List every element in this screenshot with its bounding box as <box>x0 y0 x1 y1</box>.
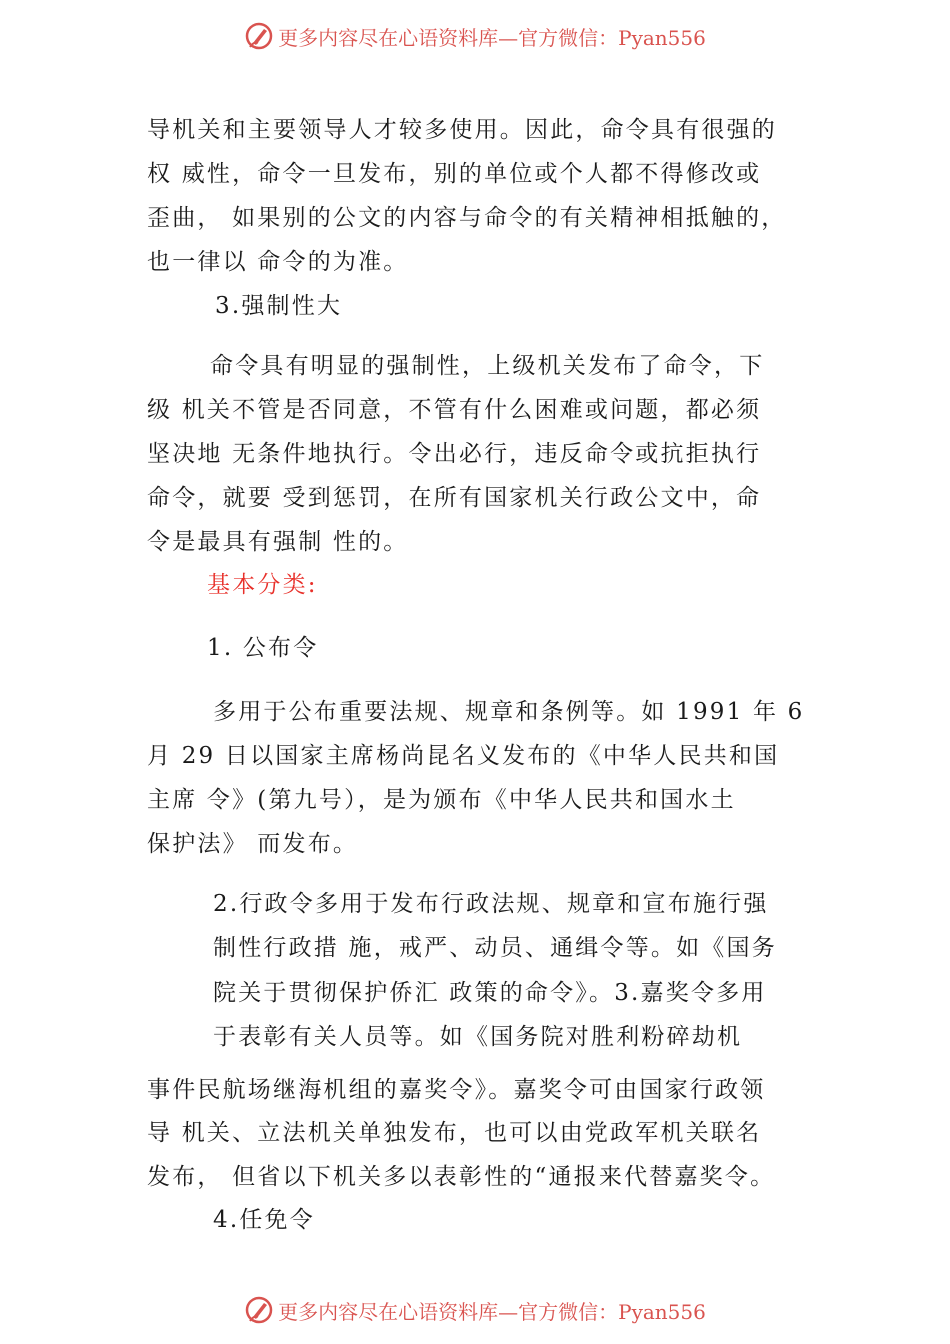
text-line: 坚决地 无条件地执行。令出必行，违反命令或抗拒执行 <box>147 441 762 467</box>
pen-logo-icon <box>244 1295 274 1325</box>
text-line: 保护法》 而发布。 <box>147 831 359 857</box>
category-heading: 基本分类: <box>207 572 318 598</box>
text-line: 院关于贯彻保护侨汇 政策的命令》。3.嘉奖令多用 <box>213 980 767 1006</box>
list-item-heading: 1. 公布令 <box>207 635 319 661</box>
text-line: 月 29 日以国家主席杨尚昆名义发布的《中华人民共和国 <box>147 743 780 769</box>
text-line: 命令具有明显的强制性，上级机关发布了命令，下 <box>210 353 765 379</box>
header-watermark <box>0 16 950 56</box>
text-line: 事件民航场继海机组的嘉奖令》。嘉奖令可由国家行政领 <box>147 1077 766 1103</box>
section-heading: 3.强制性大 <box>215 293 343 319</box>
watermark-text: 更多内容尽在心语资料库—官方微信：Pyan556 <box>278 25 706 50</box>
text-line: 歪曲， 如果别的公文的内容与命令的有关精神相抵触的， <box>147 205 787 231</box>
text-line: 多用于公布重要法规、规章和条例等。如 1991 年 6 <box>213 699 805 725</box>
text-line: 命令，就要 受到惩罚，在所有国家机关行政公文中，命 <box>147 485 762 511</box>
text-line: 发布， 但省以下机关多以表彰性的“通报来代替嘉奖令。 <box>147 1164 776 1190</box>
text-line: 主席 令》(第九号），是为颁布《中华人民共和国水土 <box>147 787 736 813</box>
text-line: 导机关和主要领导人才较多使用。因此，命令具有很强的 <box>147 117 777 143</box>
section-heading: 4.任免令 <box>213 1207 315 1233</box>
text-line: 2.行政令多用于发布行政法规、规章和宣布施行强 <box>213 891 769 917</box>
text-line: 级 机关不管是否同意，不管有什么困难或问题，都必须 <box>147 397 762 423</box>
text-line: 也一律以 命令的为准。 <box>147 249 409 275</box>
text-line: 令是最具有强制 性的。 <box>147 529 409 555</box>
pen-logo-icon <box>244 21 274 51</box>
footer-watermark <box>0 1290 950 1330</box>
text-line: 于表彰有关人员等。如《国务院对胜利粉碎劫机 <box>213 1024 743 1050</box>
watermark-text: 更多内容尽在心语资料库—官方微信：Pyan556 <box>278 1299 706 1324</box>
text-line: 制性行政措 施，戒严、动员、通缉令等。如《国务 <box>213 935 777 961</box>
text-line: 导 机关、立法机关单独发布，也可以由党政军机关联名 <box>147 1120 762 1146</box>
text-line: 权 威性，命令一旦发布，别的单位或个人都不得修改或 <box>147 161 762 187</box>
